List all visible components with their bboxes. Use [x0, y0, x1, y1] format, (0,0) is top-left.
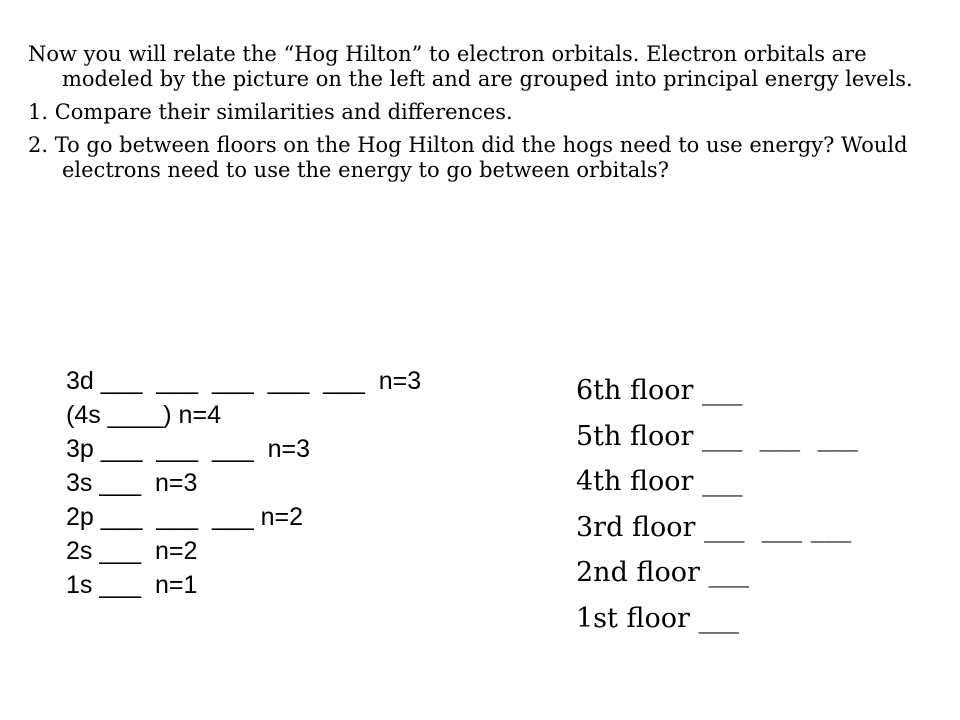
hotel-floor-list [576, 368, 858, 642]
floor-row-2nd: 2nd floor ___ [576, 557, 749, 589]
floor-row-5th: 5th floor ___ ___ ___ [576, 420, 858, 452]
question-2: 2. To go between floors on the Hog Hilton did the hogs need to use energy? Would electrons need to use the energy to go between orbitals? [28, 133, 908, 182]
orbital-list [66, 364, 421, 602]
floor-row-3rd: 3rd floor ___ ___ ___ [576, 511, 852, 543]
floor-row-6th: 6th floor ___ [576, 375, 743, 406]
floor-row-1st: 1st floor ___ [576, 602, 739, 634]
orbital-row-1s: 1s ___ n=1 [66, 571, 198, 599]
orbital-row-2s: 2s ___ n=2 [66, 537, 198, 565]
orbital-row-3s: 3s ___ n=3 [66, 469, 198, 497]
instructions-block [28, 42, 933, 191]
orbital-row-2p: 2p ___ ___ ___ n=2 [66, 503, 304, 531]
floor-row-4th: 4th floor ___ [576, 466, 743, 498]
orbital-row-4s: (4s ____) n=4 [66, 401, 221, 429]
question-1: 1. Compare their similarities and differences. [28, 100, 513, 124]
orbital-row-3p: 3p ___ ___ ___ n=3 [66, 435, 310, 463]
intro-paragraph: Now you will relate the “Hog Hilton” to electron orbitals. Electron orbitals are modeled by the picture on the left and are grouped into principal energy levels. [28, 42, 913, 91]
orbital-row-3d: 3d ___ ___ ___ ___ ___ n=3 [66, 367, 422, 395]
